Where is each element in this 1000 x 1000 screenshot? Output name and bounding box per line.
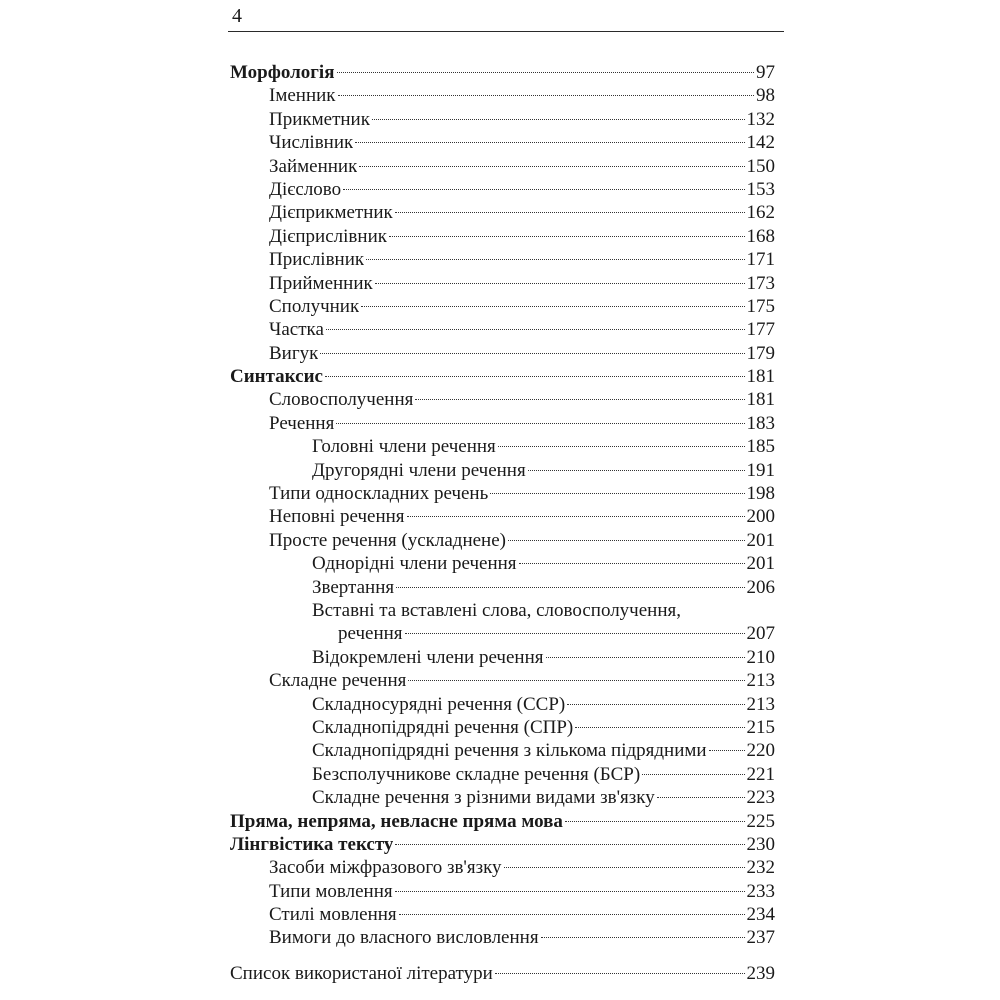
toc-entry[interactable]	[230, 926, 775, 949]
dot-leader	[657, 797, 745, 798]
toc-entry-title: Сполучник	[269, 295, 360, 317]
toc-entry-page: 185	[746, 436, 775, 458]
toc-entry-page: 181	[746, 389, 775, 411]
toc-entry-title: Синтаксис	[230, 366, 323, 388]
toc-entry-page: 206	[746, 576, 775, 598]
table-of-contents	[230, 61, 775, 985]
toc-entry-page: 233	[746, 880, 775, 902]
dot-leader	[408, 680, 744, 681]
toc-entry-page: 177	[746, 319, 775, 341]
toc-entry-page: 210	[746, 646, 775, 668]
toc-entry-page: 97	[756, 62, 775, 83]
toc-entry-page: 179	[746, 342, 775, 364]
toc-entry[interactable]	[230, 482, 775, 505]
dot-leader	[375, 283, 745, 284]
toc-entry-page: 171	[746, 249, 775, 271]
toc-entry-title: Морфологія	[230, 62, 335, 83]
toc-entry[interactable]	[230, 412, 775, 435]
toc-entry-title: Дієприслівник	[269, 225, 387, 247]
toc-entry-title: Прийменник	[269, 272, 373, 294]
toc-entry-title: Список використаної літератури	[230, 962, 493, 984]
toc-entry[interactable]	[230, 248, 775, 271]
toc-entry[interactable]	[230, 739, 775, 762]
dot-leader	[565, 821, 745, 822]
toc-entry-page: 230	[746, 833, 775, 855]
dot-leader	[326, 329, 745, 330]
dot-leader	[567, 704, 744, 705]
toc-entry[interactable]	[230, 272, 775, 295]
toc-entry[interactable]	[230, 576, 775, 599]
toc-entry[interactable]	[230, 880, 775, 903]
dot-leader	[490, 493, 744, 494]
toc-entry-title: Дієприкметник	[269, 202, 393, 224]
dot-leader	[396, 587, 744, 588]
toc-entry[interactable]	[230, 856, 775, 879]
toc-section[interactable]	[230, 365, 775, 388]
toc-entry[interactable]	[230, 786, 775, 809]
toc-entry-page: 198	[746, 483, 775, 505]
dot-leader	[498, 446, 745, 447]
toc-entry[interactable]	[230, 459, 775, 482]
toc-entry[interactable]	[230, 342, 775, 365]
dot-leader	[395, 212, 745, 213]
toc-entry[interactable]	[230, 505, 775, 528]
toc-entry-page: 207	[746, 623, 775, 645]
toc-entry-title: Типи мовлення	[269, 880, 393, 902]
toc-entry[interactable]	[230, 529, 775, 552]
dot-leader	[415, 399, 744, 400]
toc-entry-title: Вимоги до власного висловлення	[269, 927, 539, 949]
toc-entry[interactable]	[230, 646, 775, 669]
toc-entry-page: 175	[746, 295, 775, 317]
dot-leader	[372, 119, 745, 120]
toc-section[interactable]	[230, 61, 775, 84]
toc-entry[interactable]	[230, 903, 775, 926]
toc-entry-title: Речення	[269, 412, 335, 434]
toc-entry[interactable]	[230, 155, 775, 178]
toc-entry[interactable]	[230, 178, 775, 201]
toc-entry-page: 221	[746, 763, 775, 785]
dot-leader	[504, 867, 745, 868]
toc-entry-title: Неповні речення	[269, 506, 405, 528]
dot-leader	[336, 423, 744, 424]
toc-entry-title: Другорядні члени речення	[312, 459, 526, 481]
toc-entry[interactable]	[230, 552, 775, 575]
toc-entry-page: 153	[746, 178, 775, 200]
toc-entry-continuation[interactable]	[230, 622, 775, 645]
dot-leader	[541, 937, 745, 938]
toc-entry-title: Типи односкладних речень	[269, 483, 489, 505]
toc-entry-title-continued: речення	[338, 623, 403, 645]
toc-entry-title: Прислівник	[269, 249, 365, 271]
toc-entry[interactable]	[230, 716, 775, 739]
dot-leader	[337, 72, 755, 73]
toc-entry-page: 162	[746, 202, 775, 224]
toc-entry-title: Складне речення з різними видами зв'язку	[312, 787, 655, 809]
toc-entry-title: Пряма, непряма, невласне пряма мова	[230, 810, 563, 832]
dot-leader	[546, 657, 745, 658]
toc-entry-page: 223	[746, 787, 775, 809]
toc-entry[interactable]	[230, 225, 775, 248]
dot-leader	[642, 774, 744, 775]
toc-section[interactable]	[230, 810, 775, 833]
dot-leader	[495, 973, 745, 974]
toc-entry-title: Словосполучення	[269, 389, 414, 411]
toc-entry-page: 191	[746, 459, 775, 481]
toc-entry-title: Стилі мовлення	[269, 904, 397, 926]
dot-leader	[395, 844, 744, 845]
dot-leader	[508, 540, 745, 541]
toc-entry-page: 220	[746, 740, 775, 762]
toc-entry[interactable]	[230, 388, 775, 411]
dot-leader	[405, 633, 745, 634]
toc-entry-page: 168	[746, 225, 775, 247]
dot-leader	[361, 306, 744, 307]
toc-entry-title: Дієслово	[269, 178, 342, 200]
dot-leader	[389, 236, 745, 237]
toc-entry[interactable]	[230, 318, 775, 341]
toc-entry-page: 132	[746, 108, 775, 130]
toc-entry-title: Займенник	[269, 155, 358, 177]
dot-leader	[399, 914, 745, 915]
toc-entry-title: Головні члени речення	[312, 436, 496, 458]
toc-entry-page: 200	[746, 506, 775, 528]
toc-entry-page: 98	[756, 85, 775, 107]
toc-entry-title: Числівник	[269, 132, 354, 154]
toc-entry-page: 201	[746, 529, 775, 551]
toc-entry[interactable]	[230, 599, 775, 622]
toc-section[interactable]	[230, 833, 775, 856]
dot-leader	[709, 750, 745, 751]
toc-entry-title: Складнопідрядні речення (СПР)	[312, 716, 574, 738]
dot-leader	[320, 353, 744, 354]
dot-leader	[519, 563, 745, 564]
dot-leader	[338, 95, 754, 96]
toc-entry[interactable]	[230, 669, 775, 692]
toc-section[interactable]	[230, 962, 775, 985]
toc-entry-page: 232	[746, 857, 775, 879]
dot-leader	[575, 727, 744, 728]
toc-entry-title: Звертання	[312, 576, 395, 598]
toc-entry-title: Безсполучникове складне речення (БСР)	[312, 763, 641, 785]
toc-entry-title: Складнопідрядні речення з кількома підрядними	[312, 740, 707, 762]
header-rule	[228, 31, 784, 32]
dot-leader	[325, 376, 745, 377]
page-number: 4	[232, 5, 242, 27]
dot-leader	[343, 189, 744, 190]
toc-entry-title: Просте речення (ускладнене)	[269, 529, 506, 551]
toc-entry[interactable]	[230, 201, 775, 224]
toc-entry-title: Складносурядні речення (ССР)	[312, 693, 566, 715]
toc-entry-title: Засоби міжфразового зв'язку	[269, 857, 502, 879]
dot-leader	[528, 470, 745, 471]
toc-entry-title: Лінгвістика тексту	[230, 833, 394, 855]
toc-entry-page: 237	[746, 927, 775, 949]
toc-entry[interactable]	[230, 84, 775, 107]
toc-entry-page: 181	[746, 366, 775, 388]
toc-entry-title: Складне речення	[269, 670, 407, 692]
dot-leader	[359, 166, 744, 167]
dot-leader	[355, 142, 744, 143]
toc-entry[interactable]	[230, 693, 775, 716]
toc-entry-page: 142	[746, 132, 775, 154]
toc-entry-page: 234	[746, 904, 775, 926]
toc-entry[interactable]	[230, 435, 775, 458]
toc-entry[interactable]	[230, 763, 775, 786]
dot-leader	[407, 516, 745, 517]
toc-entry[interactable]	[230, 108, 775, 131]
toc-entry-title: Відокремлені члени речення	[312, 646, 544, 668]
toc-entry-page: 201	[746, 553, 775, 575]
toc-entry-title: Частка	[269, 319, 324, 341]
dot-leader	[366, 259, 744, 260]
toc-entry-page: 213	[746, 670, 775, 692]
toc-entry-page: 173	[746, 272, 775, 294]
toc-entry-page: 150	[746, 155, 775, 177]
toc-entry[interactable]	[230, 295, 775, 318]
toc-entry-page: 213	[746, 693, 775, 715]
toc-entry-title: Однорідні члени речення	[312, 553, 517, 575]
toc-entry-page: 225	[746, 810, 775, 832]
toc-entry-page: 239	[746, 962, 775, 984]
toc-entry-title: Іменник	[269, 85, 336, 107]
toc-entry-title: Вигук	[269, 342, 319, 364]
toc-entry-page: 183	[746, 412, 775, 434]
toc-entry-title: Вставні та вставлені слова, словосполучення,	[312, 599, 681, 621]
toc-entry[interactable]	[230, 131, 775, 154]
toc-entry-title: Прикметник	[269, 108, 370, 130]
toc-entry-page: 215	[746, 716, 775, 738]
dot-leader	[395, 891, 745, 892]
